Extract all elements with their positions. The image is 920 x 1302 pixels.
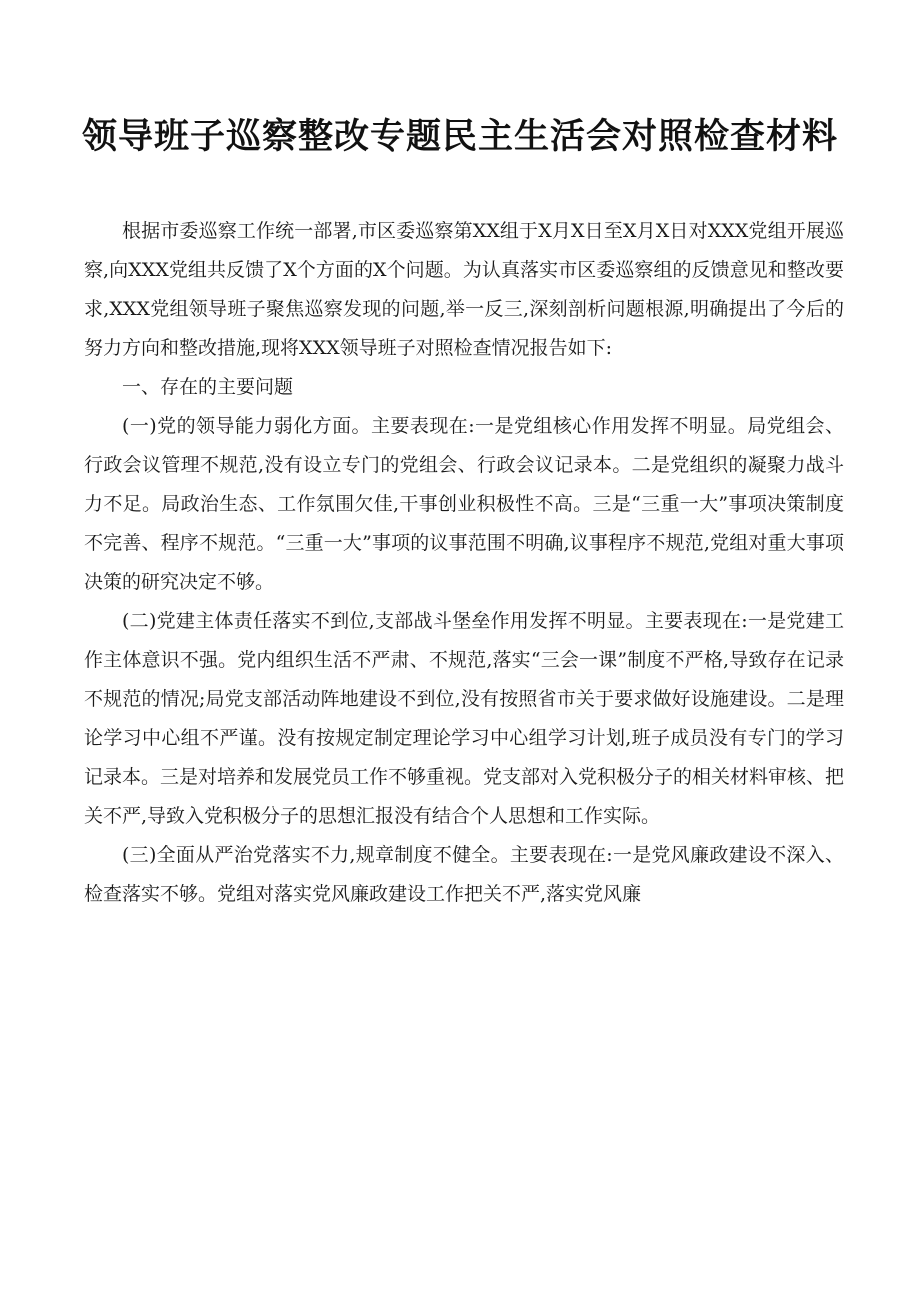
problem-paragraph-3: (三)全面从严治党落实不力,规章制度不健全。主要表现在:一是党风廉政建设不深入、检查落实不够。党组对落实党风廉政建设工作把关不严,落实党风廉 (84, 844, 844, 905)
section-heading-main-problems: 一、存在的主要问题 (122, 376, 294, 398)
document-body (84, 212, 844, 914)
problem-paragraph-1: (一)党的领导能力弱化方面。主要表现在:一是党组核心作用发挥不明显。局党组会、行政会议管理不规范,没有设立专门的党组会、行政会议记录本。二是党组织的凝聚力战斗力不足。局政治生态、工作氛围欠佳,干事创业积极性不高。三是“三重一大”事项决策制度不完善、程序不规范。“三重一大”事项的议事范围不明确,议事程序不规范,党组对重大事项决策的研究决定不够。 (84, 415, 844, 593)
problem-paragraph-2: (二)党建主体责任落实不到位,支部战斗堡垒作用发挥不明显。主要表现在:一是党建工作主体意识不强。党内组织生活不严肃、不规范,落实“三会一课”制度不严格,导致存在记录不规范的情况;局党支部活动阵地建设不到位,没有按照省市关于要求做好设施建设。二是理论学习中心组不严谨。没有按规定制定理论学习中心组学习计划,班子成员没有专门的学习记录本。三是对培养和发展党员工作不够重视。党支部对入党积极分子的相关材料审核、把关不严,导致入党积极分子的思想汇报没有结合个人思想和工作实际。 (84, 610, 845, 827)
document-title: 领导班子巡察整改专题民主生活会对照检查材料 (81, 116, 838, 157)
intro-paragraph: 根据市委巡察工作统一部署,市区委巡察第XX组于X月X日至X月X日对XXX党组开展巡察,向XXX党组共反馈了X个方面的X个问题。为认真落实市区委巡察组的反馈意见和整改要求,XXX党组领导班子聚焦巡察发现的问题,举一反三,深刻剖析问题根源,明确提出了今后的努力方向和整改措施,现将XXX领导班子对照检查情况报告如下: (84, 220, 844, 359)
